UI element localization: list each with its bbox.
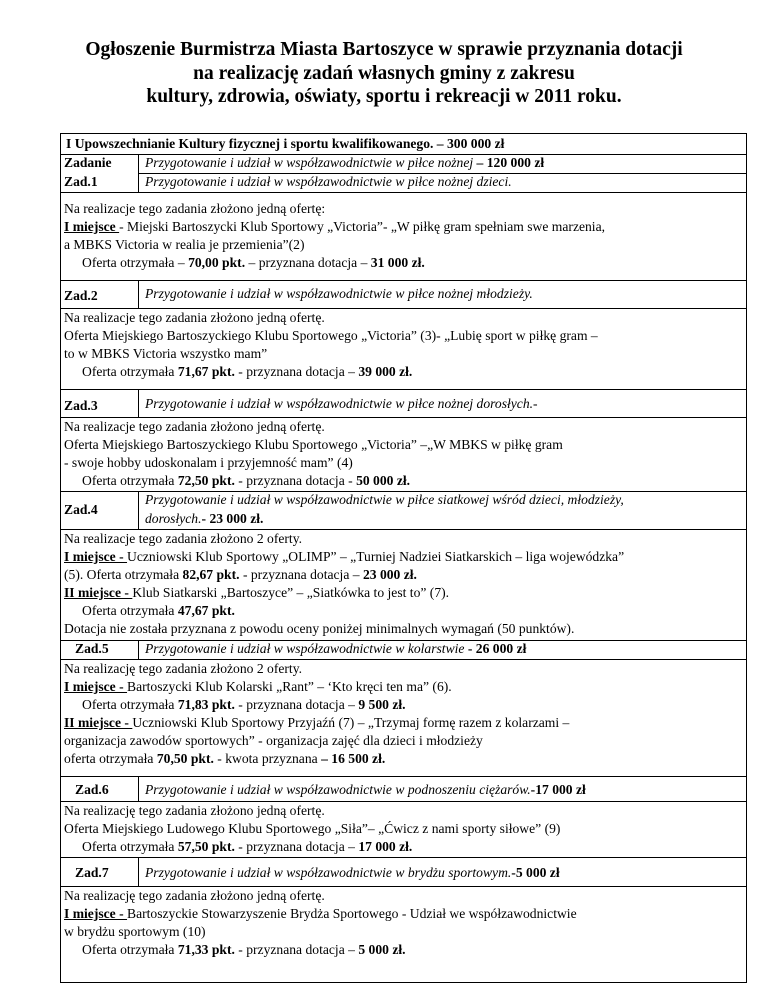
z1-line-2: I miejsce - Miejski Bartoszycki Klub Sportowy „Victoria”- „W piłkę gram spełniam swe marzenia, (64, 219, 606, 234)
z3-score: 72,50 pkt. (177, 473, 235, 488)
z2-title: Przygotowanie i udział w współzawodnictwie w piłce nożnej młodzieży. (145, 286, 533, 301)
z7-score: 71,33 pkt. (177, 942, 235, 957)
divider (61, 776, 746, 777)
z7-place: I miejsce - (64, 906, 128, 921)
z4-label: Zad.4 (64, 502, 98, 517)
z5-place-2: II miejsce - (64, 715, 133, 730)
z4-place-1: I miejsce - (64, 549, 128, 564)
z4-line-1: Na realizacje tego zadania złożono 2 oferty. (64, 531, 303, 546)
z5-score-2: 70,50 pkt. (156, 751, 214, 766)
divider (61, 389, 746, 390)
z1-grant: 31 000 zł. (370, 255, 425, 270)
z2-line-1: Na realizacje tego zadania złożono jedną ofertę. (64, 310, 325, 325)
label-column-divider (138, 280, 139, 308)
z1-line-3: a MBKS Victoria w realia je przemienia”(2) (64, 237, 305, 252)
z7-line-2: I miejsce - Bartoszyckie Stowarzyszenie Brydża Sportowego - Udział we współzawodnictwie (64, 906, 577, 921)
title-line-3: kultury, zdrowia, oświaty, sportu i rekreacji w 2011 roku. (146, 86, 622, 107)
z5-score-1: 71,83 pkt. (177, 697, 235, 712)
divider (61, 857, 746, 858)
z4-amount: - 23 000 zł. (201, 511, 264, 526)
z2-label: Zad.2 (64, 288, 98, 303)
z6-score: 57,50 pkt. (177, 839, 235, 854)
z5-place-1: I miejsce - (64, 679, 128, 694)
document-title (40, 38, 728, 109)
z3-grant: 50 000 zł. (356, 473, 411, 488)
z1-line-1: Na realizacje tego zadania złożono jedną ofertę: (64, 201, 326, 216)
title-line-1: Ogłoszenie Burmistrza Miasta Bartoszyce w sprawie przyznania dotacji (85, 39, 683, 60)
divider (61, 280, 746, 281)
label-column-divider (138, 640, 139, 659)
z3-line-2: Oferta Miejskiego Bartoszyckiego Klubu Sportowego „Victoria” –„W MBKS w piłkę gram (64, 437, 563, 452)
z4-place-2: II miejsce - (64, 585, 133, 600)
z5-title-line (145, 640, 526, 658)
z6-line-2: Oferta Miejskiego Ludowego Klubu Sportowego „Siła”– „Ćwicz z nami sporty siłowe” (9) (64, 821, 561, 836)
z3-title: Przygotowanie i udział w współzawodnictwie w piłce nożnej dorosłych.- (145, 396, 538, 411)
z4-line-2: I miejsce - Uczniowski Klub Sportowy „OLIMP” – „Turniej Nadziei Siatkarskich – liga wojewódzka” (64, 549, 625, 564)
z4-score-2: 47,67 pkt. (177, 603, 235, 618)
z6-amount: -17 000 zł (530, 782, 586, 797)
z1-label: Zad.1 (64, 174, 98, 189)
z7-title: Przygotowanie i udział w współzawodnictwie w brydżu sportowym. (145, 865, 512, 880)
z2-grant: 39 000 zł. (358, 364, 413, 379)
label-column-divider (138, 776, 139, 801)
z1-line-4: Oferta otrzymała – 70,00 pkt. – przyznana dotacja – 31 000 zł. (82, 255, 425, 270)
z5-line-3: Oferta otrzymała 71,83 pkt. - przyznana dotacja – 9 500 zł. (82, 697, 406, 712)
z5-grant-1: 9 500 zł. (358, 697, 406, 712)
z4-grant: 23 000 zł. (362, 567, 417, 582)
z7-line-3: w brydżu sportowym (10) (64, 924, 206, 939)
zadanie-amount: – 120 000 zł (473, 155, 545, 170)
z6-label: Zad.6 (75, 782, 109, 797)
z4-score-1: 82,67 pkt. (182, 567, 240, 582)
label-column-divider (138, 389, 139, 417)
zadanie-label: Zadanie (64, 155, 112, 170)
section-heading: I Upowszechnianie Kultury fizycznej i sportu kwalifikowanego. – 300 000 zł (66, 136, 505, 151)
z5-line-6: oferta otrzymała 70,50 pkt. - kwota przyznana – 16 500 zł. (64, 751, 386, 766)
z7-amount: -5 000 zł (511, 865, 560, 880)
title-line-2: na realizację zadań własnych gminy z zakresu (193, 62, 575, 84)
grant-results-table (60, 133, 747, 983)
z4-line-6: Dotacja nie została przyznana z powodu oceny poniżej minimalnych wymagań (50 punktów). (64, 621, 575, 636)
z6-grant: 17 000 zł. (358, 839, 413, 854)
z5-amount: - 26 000 zł (467, 641, 527, 656)
z5-title: Przygotowanie i udział w współzawodnictwie w kolarstwie (145, 641, 468, 656)
z7-line-4: Oferta otrzymała 71,33 pkt. - przyznana dotacja – 5 000 zł. (82, 942, 406, 957)
z4-title-line-2: dorosłych.- 23 000 zł. (145, 511, 264, 526)
z4-line-5: Oferta otrzymała 47,67 pkt. (82, 603, 235, 618)
z3-line-4: Oferta otrzymała 72,50 pkt. - przyznana dotacja - 50 000 zł. (82, 473, 411, 488)
z5-label: Zad.5 (75, 641, 109, 656)
divider (61, 192, 746, 193)
z4-line-3: (5). Oferta otrzymała 82,67 pkt. - przyznana dotacja – 23 000 zł. (64, 567, 417, 582)
zadanie-title: Przygotowanie i udział w współzawodnictwie w piłce nożnej (145, 155, 474, 170)
label-column-divider (138, 857, 139, 886)
z5-grant-2: – 16 500 zł. (321, 751, 386, 766)
zadanie-title-line (145, 154, 544, 172)
label-column-divider (138, 491, 139, 529)
z7-line-1: Na realizację tego zadania złożono jedną ofertę. (64, 888, 325, 903)
z2-line-3: to w MBKS Victoria wszystko mam” (64, 346, 268, 361)
z3-line-1: Na realizacje tego zadania złożono jedną ofertę. (64, 419, 325, 434)
z7-title-line (145, 864, 560, 882)
z7-grant: 5 000 zł. (358, 942, 406, 957)
z6-title-line (145, 781, 586, 799)
z1-score: 70,00 pkt. (188, 255, 246, 270)
z5-line-1: Na realizację tego zadania złożono 2 oferty. (64, 661, 303, 676)
z3-line-3: - swoje hobby udoskonalam i przyjemność mam” (4) (64, 455, 353, 470)
z6-line-3: Oferta otrzymała 57,50 pkt. - przyznana dotacja – 17 000 zł. (82, 839, 413, 854)
z5-line-2: I miejsce - Bartoszycki Klub Kolarski „Rant” – ‘Kto kręci ten ma” (6). (64, 679, 452, 694)
z2-score: 71,67 pkt. (177, 364, 235, 379)
z6-line-1: Na realizację tego zadania złożono jedną ofertę. (64, 803, 325, 818)
z5-line-5: organizacja zawodów sportowych” - organizacja zajęć dla dzieci i młodzieży (64, 733, 483, 748)
z2-line-4: Oferta otrzymała 71,67 pkt. - przyznana dotacja – 39 000 zł. (82, 364, 413, 379)
z6-title: Przygotowanie i udział w współzawodnictwie w podnoszeniu ciężarów. (145, 782, 531, 797)
z2-line-2: Oferta Miejskiego Bartoszyckiego Klubu Sportowego „Victoria” (3)- „Lubię sport w piłkę gram – (64, 328, 598, 343)
z1-place: I miejsce (64, 219, 120, 234)
z7-label: Zad.7 (75, 865, 109, 880)
z4-line-4: II miejsce - Klub Siatkarski „Bartoszyce” – „Siatkówka to jest to” (7). (64, 585, 450, 600)
z5-line-4: II miejsce - Uczniowski Klub Sportowy Przyjaźń (7) – „Trzymaj formę razem z kolarzami – (64, 715, 570, 730)
z3-label: Zad.3 (64, 398, 98, 413)
z1-title: Przygotowanie i udział w współzawodnictwie w piłce nożnej dzieci. (145, 174, 512, 189)
z4-title-1: Przygotowanie i udział w współzawodnictwie w piłce siatkowej wśród dzieci, młodzieży, (145, 492, 624, 507)
